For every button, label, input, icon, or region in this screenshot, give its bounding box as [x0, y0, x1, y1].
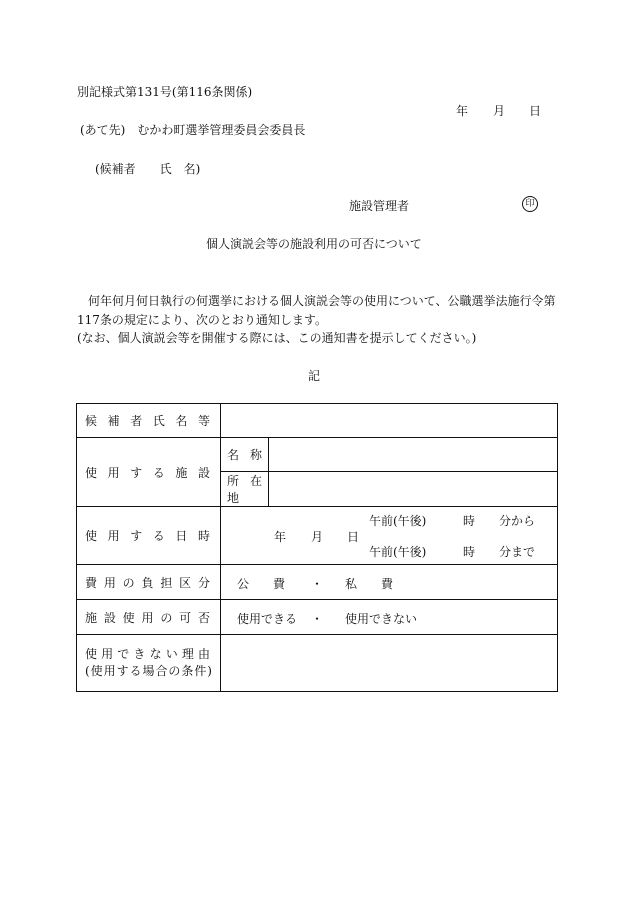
- label-facility: 使用する施設: [77, 438, 221, 507]
- row-reason: [77, 635, 558, 692]
- label-reason: [77, 635, 221, 692]
- row-facility-name: [77, 438, 558, 472]
- dt-year: 年: [274, 530, 287, 544]
- form-number: 別記様式第131号(第116条関係): [77, 85, 253, 99]
- date-year: 年: [456, 104, 469, 118]
- row-cost: [77, 565, 558, 600]
- availability-no: 使用できない: [345, 612, 418, 626]
- value-facility-name[interactable]: [269, 438, 558, 472]
- notice-table: [76, 403, 558, 692]
- value-candidate-name[interactable]: [221, 404, 558, 438]
- date-day: 日: [529, 104, 542, 118]
- label-candidate-name: 候補者氏名等: [77, 404, 221, 438]
- body-line-2: 117条の規定により、次のとおり通知します。: [77, 313, 327, 327]
- availability-yes: 使用できる: [237, 612, 298, 626]
- candidate-name: (候補者 氏 名): [95, 162, 201, 176]
- cost-separator: ・: [311, 577, 324, 591]
- dt-hour-start: 時: [463, 514, 476, 528]
- label-reason-line1: 使用できない理由: [85, 647, 212, 661]
- dt-min-end: 分まで: [499, 545, 536, 559]
- label-datetime: 使用する日時: [77, 507, 221, 565]
- dt-hour-end: 時: [463, 545, 476, 559]
- label-facility-name: 名称: [221, 438, 269, 472]
- ki-heading: 記: [308, 369, 321, 383]
- row-candidate: [77, 404, 558, 438]
- row-availability: [77, 600, 558, 635]
- label-cost: 費用の負担区分: [77, 565, 221, 600]
- value-facility-address[interactable]: [269, 472, 558, 507]
- body-line-3: (なお、個人演説会等を開催する際には、この通知書を提示してください。): [77, 331, 477, 345]
- label-facility-address: 所在地: [221, 472, 269, 507]
- dt-day: 日: [347, 530, 360, 544]
- facility-manager: 施設管理者: [349, 199, 410, 213]
- value-reason[interactable]: [221, 635, 558, 692]
- addressee: (あて先) むかわ町選挙管理委員会委員長: [80, 123, 306, 137]
- document-title: 個人演説会等の施設利用の可否について: [206, 237, 422, 251]
- value-datetime[interactable]: [221, 507, 558, 565]
- date-month: 月: [493, 104, 506, 118]
- value-cost[interactable]: [221, 565, 558, 600]
- dt-ampm-end: 午前(午後): [369, 545, 427, 559]
- dt-month: 月: [311, 530, 324, 544]
- row-datetime: [77, 507, 558, 565]
- dt-ampm-start: 午前(午後): [369, 514, 427, 528]
- value-availability[interactable]: [221, 600, 558, 635]
- cost-public: 公 費: [237, 577, 286, 591]
- label-availability: 施設使用の可否: [77, 600, 221, 635]
- availability-separator: ・: [311, 612, 324, 626]
- body-line-1: 何年何月何日執行の何選挙における個人演説会等の使用について、公職選挙法施行令第: [88, 294, 556, 308]
- cost-private: 私 費: [345, 577, 394, 591]
- dt-min-start: 分から: [499, 514, 536, 528]
- seal-mark: 印: [522, 196, 538, 212]
- label-reason-line2: (使用する場合の条件): [85, 664, 212, 678]
